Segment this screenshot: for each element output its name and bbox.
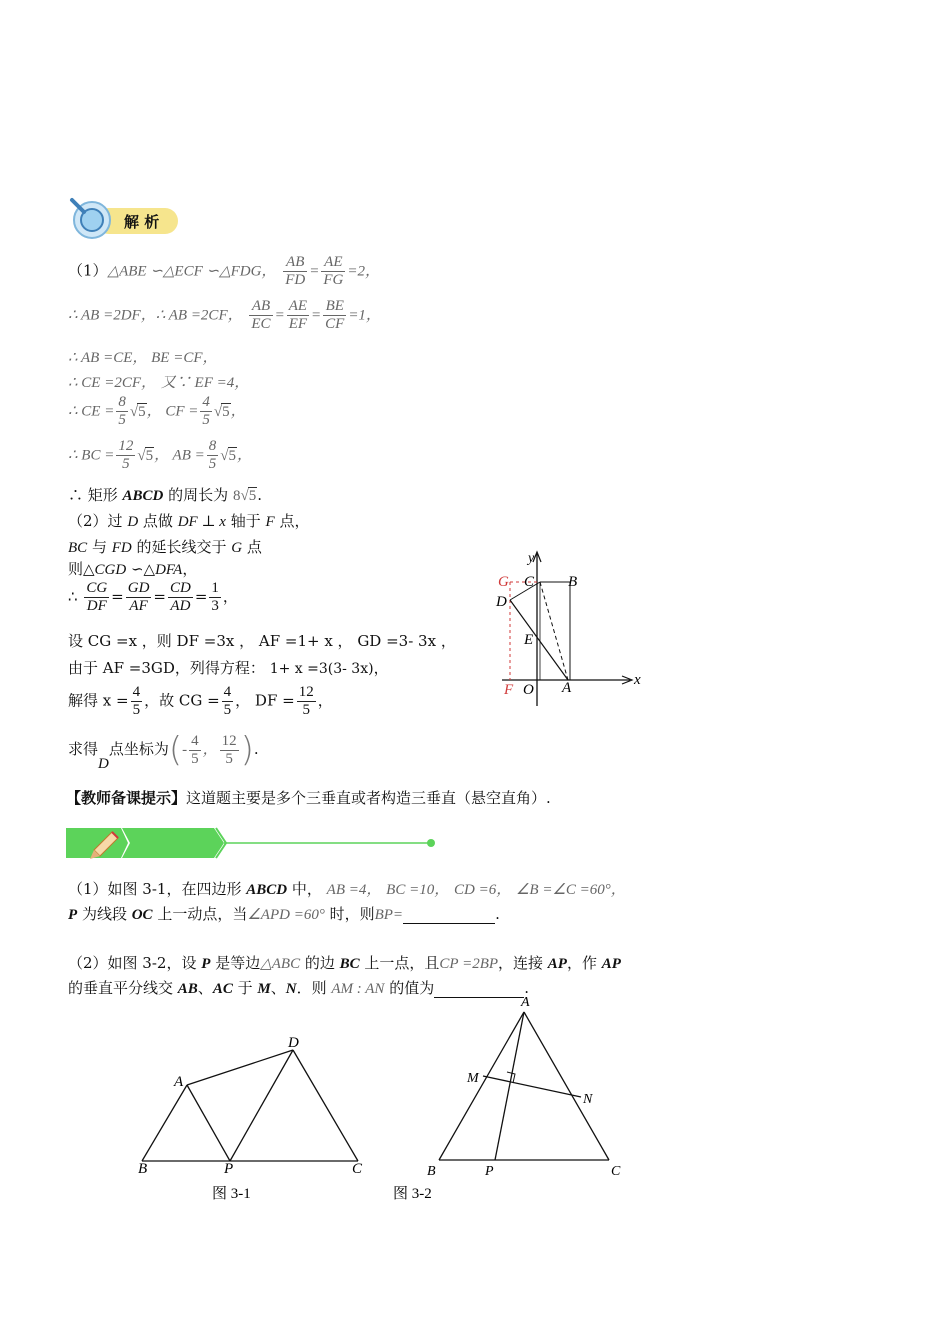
question-1-line-2: P 为线段 OC 上一动点，当∠APD =60° 时，则BP= . [68, 905, 500, 923]
fig32-caption: 图 3-2 [393, 1186, 432, 1202]
solution-line-14: 解得 x = $\frac{4}{5}$ ，故 CG = $\frac{4}{5}$ ， DF = $\frac{12}{5}$ ， [68, 684, 333, 718]
label-B: B [568, 574, 578, 590]
question-1-line-1: （1）如图 3-1，在四边形 ABCD 中， AB =4， BC =10， CD =6， ∠B =∠C =60°， [68, 880, 626, 898]
solution-line-5: ∴ CE = $\frac{8}{5}$ √5， CF = $\frac{4}{5}$ √5， [68, 394, 246, 428]
label-G: G [498, 574, 509, 590]
fig32-label-P: P [485, 1164, 494, 1179]
figure-3-1 [130, 1030, 380, 1210]
label-F: F [504, 682, 514, 698]
fig31-caption: 图 3-1 [212, 1186, 251, 1202]
solution-line-3: ∴ AB =CE， BE =CF， [68, 350, 218, 366]
label-C: C [524, 574, 535, 590]
fig32-label-C: C [611, 1164, 621, 1179]
fig32-label-B: B [427, 1164, 436, 1179]
question-2-line-2: 的垂直平分线交 AB、AC 于 M、N．则 AM : AN 的值为 . [68, 979, 529, 997]
solution-line-6: ∴ BC = $\frac{12}{5}$ √5， AB = $\frac{8}{5}$ √5， [68, 438, 253, 472]
label-E: E [524, 632, 534, 648]
figure-3-2 [385, 990, 635, 1210]
solution-line-9: BC 与 FD 的延长线交于 G 点 [68, 538, 262, 556]
coordinate-figure [490, 546, 650, 716]
label-O: O [523, 682, 534, 698]
fig31-label-P: P [224, 1161, 234, 1177]
solution-line-11: ∴ $\frac{CG}{DF}$ = $\frac{GD}{AF}$ = $\frac{CD}{AD}$ = $\frac{1}{3}$ ， [68, 580, 238, 614]
solution-line-15: 求得D点坐标为(- $\frac{4}{5}$ ， $\frac{12}{5}$ ). [68, 730, 259, 772]
answer-blank-1[interactable] [403, 909, 495, 924]
fig31-label-C: C [352, 1161, 363, 1177]
label-A: A [562, 680, 572, 696]
fig32-label-N: N [583, 1092, 593, 1107]
question-2-line-1: （2）如图 3-2，设 P 是等边△ABC 的边 BC 上一点，且CP =2BP，连接 AP，作 AP [68, 954, 621, 972]
solution-line-8: （2）过 D 点做 DF ⊥ x 轴于 F 点， [68, 512, 310, 530]
badge-label: 解 析 [124, 213, 160, 231]
label-x: x [634, 672, 641, 688]
solution-line-12: 设 CG =x ，则 DF =3x ， AF =1+ x ， GD =3- 3x ， [68, 632, 456, 650]
label-D: D [496, 594, 507, 610]
fig31-label-D: D [288, 1035, 299, 1051]
fig32-label-A: A [521, 995, 530, 1010]
solution-line-7: ∴ 矩形 ABCD 的周长为 8√5. [68, 486, 262, 504]
solution-line-10: 则△CGD ∽△DFA， [68, 560, 198, 578]
solution-line-13: 由于 AF =3GD，列得方程： 1+ x =3(3- 3x)， [68, 659, 389, 677]
solution-line-1: （1）△ABE ∽△ECF ∽△FDG， $\frac{AB}{FD}$ = $\frac{AE}{FG}$ =2， [68, 254, 380, 288]
solution-line-2: ∴ AB =2DF，∴ AB =2CF， $\frac{AB}{EC}$ = $\frac{AE}{EF}$ = $\frac{BE}{CF}$ =1， [68, 298, 381, 332]
analysis-badge [68, 196, 180, 242]
teacher-tip: 【教师备课提示】这道题主要是多个三垂直或者构造三垂直（悬空直角）. [66, 789, 551, 807]
practice-banner [66, 826, 436, 860]
fig32-label-M: M [467, 1071, 479, 1086]
solution-line-4: ∴ CE =2CF， 又∵ EF =4， [68, 375, 250, 391]
fig31-label-A: A [174, 1074, 184, 1090]
fig31-label-B: B [138, 1161, 148, 1177]
label-y: y [528, 551, 535, 566]
